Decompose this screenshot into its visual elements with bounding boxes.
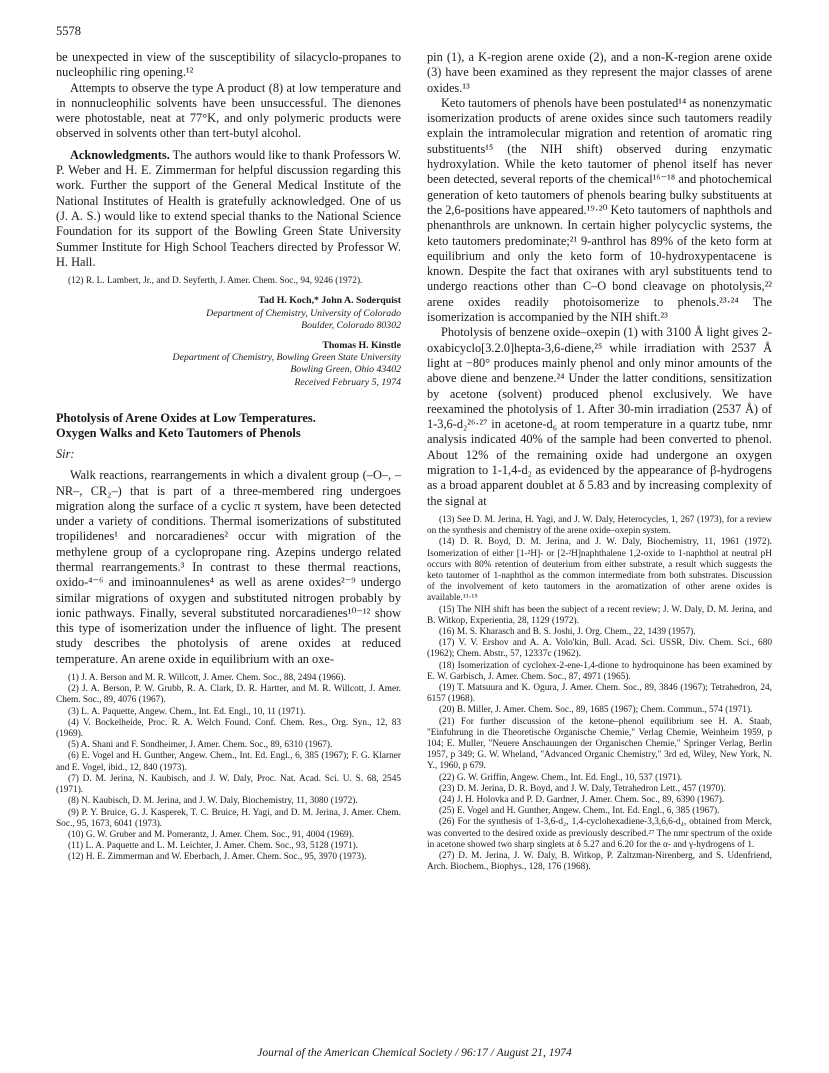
reference: (22) G. W. Griffin, Angew. Chem., Int. Ed. Engl., 10, 537 (1971).	[439, 772, 683, 783]
journal-footer: Journal of the American Chemical Society / 96:17 / August 21, 1974	[257, 1047, 572, 1059]
page-number: 5578	[56, 24, 81, 38]
intro-paragraph-2: Attempts to observe the type A product (8) at low temperature and in nonnucleophilic solvents have been unsuccessful. The dienones were photostable, neat at 77°K, and only polymeric products were observed in solvents other than tert-butyl alcohol.	[56, 80, 401, 141]
right-paragraph-1: pin (1), a K-region arene oxide (2), and a non-K-region arene oxide (3) have been examined as they represent the major classes of arene oxides.¹³	[427, 50, 772, 95]
left-column	[56, 50, 401, 864]
reference: (21) For further discussion of the ketone–phenol equilibrium see H. A. Staab, "Einfuhrung in die Theoretische Organische Chemie," Verlag Chemie, Weinheim 1959, p 104; E. Muller, "Neuere Anschauungen der Organischen Chemie," Springer Verlag, Berlin 1957, p 349; G. W. Wheland, "Advanced Organic Chemistry," 3rd ed, Wiley, New York, N. Y., 1960, p 679.	[427, 716, 772, 772]
reference: (27) D. M. Jerina, J. W. Daly, B. Witkop, P. Zaltzman-Nirenberg, and S. Udenfriend, Arch. Biochem., Biophys., 128, 176 (1968).	[427, 851, 772, 873]
salutation: Sir:	[56, 447, 75, 462]
author-department: Department of Chemistry, Bowling Green State University	[172, 351, 401, 363]
reference: (6) E. Vogel and H. Gunther, Angew. Chem., Int. Ed. Engl., 6, 385 (1967); F. G. Klarner and E. Vogel, ibid., 12, 840 (1973).	[56, 751, 401, 773]
reference: (16) M. S. Kharasch and B. S. Joshi, J. Org. Chem., 22, 1439 (1957).	[439, 626, 696, 637]
article-title	[56, 411, 401, 441]
author-names: Thomas H. Kinstle	[322, 339, 401, 351]
reference: (7) D. M. Jerina, N. Kaubisch, and J. W. Daly, Proc. Nat. Acad. Sci. U. S. 68, 2545 (1971).	[56, 773, 401, 796]
author-location: Boulder, Colorado 80302	[301, 320, 401, 332]
author-location: Bowling Green, Ohio 43402	[290, 364, 401, 376]
reference: (25) E. Vogel and H. Gunther, Angew. Chem., Int. Ed. Engl., 6, 385 (1967).	[439, 806, 720, 817]
received-date: Received February 5, 1974	[294, 376, 401, 388]
right-column	[427, 50, 772, 873]
reference: (17) V. V. Ershov and A. A. Volo'kin, Bull. Acad. Sci. USSR, Div. Chem. Sci., 680 (1962); Chem. Abstr., 57, 12337c (1962).	[427, 638, 772, 660]
reference: (3) L. A. Paquette, Angew. Chem., Int. Ed. Engl., 10, 11 (1971).	[68, 706, 306, 717]
reference: (8) N. Kaubisch, D. M. Jerina, and J. W. Daly, Biochemistry, 11, 3080 (1972).	[68, 796, 358, 807]
reference: (4) V. Bockelheide, Proc. R. A. Welch Found. Conf. Chem. Res., Org. Syn., 12, 83 (1969).	[56, 717, 401, 740]
ack-text: The authors would like to thank Professors W. P. Weber and H. E. Zimmerman for helpful discussion regarding this work. Further the support of the General Medical Institute of the National Institutes of Health is gratefully acknowledged. One of us (J. A. S.) would like to extend special thanks to the National Science Foundation for its support of the Bowling Green State University Summer Institute for High School Teachers directed by Professor W. H. Hall.	[56, 147, 401, 269]
reference: (10) G. W. Gruber and M. Pomerantz, J. Amer. Chem. Soc., 91, 4004 (1969).	[68, 829, 355, 840]
reference: (15) The NIH shift has been the subject of a recent review; J. W. Daly, D. M. Jerina, and B. Witkop, Experientia, 28, 1129 (1972).	[427, 604, 772, 626]
main-paragraph: Walk reactions, rearrangements in which a divalent group (–O–, –NR–, CR₂–) that is part of a three-membered ring undergoes migration along the surface of a cyclic π system, have been detected under a variety of conditions. Thermal isomerizations of substituted tropilidenes¹ and norcaradienes² occur with migration of the methylene group of a cyclopropane ring. Azepins undergo related thermal rearrangements.³ In contrast to these thermal reactions, oxido-⁴⁻⁶ and iminoannulenes⁴ as well as arene oxides²⁻⁹ undergo similar migrations of oxygen and substituted nitrogen probably by ionic pathways. Finally, several substituted norcaradienes¹⁰⁻¹² show this type of isomerization under the influence of light. The present study describes the photolysis of arene oxides at reduced temperature. An arene oxide in equilibrium with an oxe-	[56, 468, 401, 666]
reference: (26) For the synthesis of 1-3,6-d₂, 1,4-cyclohexadiene-3,3,6,6-d₄, obtained from Merck, was converted to the desired oxide as previously described.²⁷ The nmr spectrum of the oxide in acetone showed two sharp singlets at δ 5.27 and 6.20 for the α- and γ-hydrogens of 1.	[427, 817, 772, 850]
right-paragraph-3: Photolysis of benzene oxide–oxepin (1) with 3100 Å light gives 2-oxabicyclo[3.2.0]hepta-3,6-diene,²⁵ while irradiation with 2537 Å light at −80° produces mainly phenol and only minor amounts of the above diene and benzene.²⁴ Under the latter conditions, sensitization by acetone (solvent) produced phenol exclusively. We have reexamined the photolysis of 1. After 30-min irradiation (2537 Å) of 1-3,6-d₂²⁶·²⁷ in acetone-d₆ at room temperature in a quartz tube, nmr analysis indicated 40% of the sample had been converted to phenol. About 12% of the remaining oxide had undergone an oxygen migration to 1-1,4-d₂ as evidenced by the appearance of β-hydrogens as a broad apparent doublet at δ 5.83 and by increasing complexity of the signal at	[427, 325, 772, 508]
reference: (2) J. A. Berson, P. W. Grubb, R. A. Clark, D. R. Hartter, and M. R. Willcott, J. Amer. Chem. Soc., 89, 4076 (1967).	[56, 684, 401, 706]
reference: (5) A. Shani and F. Sondheimer, J. Amer. Chem. Soc., 89, 6310 (1967).	[68, 740, 333, 751]
reference: (24) J. H. Holovka and P. D. Gardner, J. Amer. Chem. Soc., 89, 6390 (1967).	[439, 794, 725, 805]
reference: (12) H. E. Zimmerman and W. Eberbach, J. Amer. Chem. Soc., 95, 3970 (1973).	[68, 852, 367, 863]
ack-heading: Acknowledgments.	[70, 147, 170, 162]
reference: (20) B. Miller, J. Amer. Chem. Soc., 89, 1685 (1967); Chem. Commun., 574 (1971).	[439, 705, 753, 716]
acknowledgments	[56, 148, 401, 270]
reference: (14) D. R. Boyd, D. M. Jerina, and J. W. Daly, Biochemistry, 11, 1961 (1972). Isomerization of either [1-²H]- or [2-²H]naphthalene 1,2-oxide to 1-naphthol at neutral pH occurs with 80% retention of deuterium from either substrate, a result which suggests the keto tautomer of 1-naphthol as the common intermediate from both substrates. Discussion of the involvement of keto tautomers in the aromatization of other arene oxides is available.¹³·¹⁵	[427, 537, 772, 604]
article-title-line: Oxygen Walks and Keto Tautomers of Phenols	[56, 426, 301, 441]
article-title-line: Photolysis of Arene Oxides at Low Temperatures.	[56, 411, 316, 426]
intro-paragraph-1: be unexpected in view of the susceptibility of silacyclo-propanes to nucleophilic ring opening.¹²	[56, 50, 401, 80]
reference: (13) See D. M. Jerina, H. Yagi, and J. W. Daly, Heterocycles, 1, 267 (1973), for a review on the synthesis and chemistry of the arene oxide–oxepin system.	[427, 514, 772, 537]
reference: (9) P. Y. Bruice, G. J. Kasperek, T. C. Bruice, H. Yagi, and D. M. Jerina, J. Amer. Chem. Soc., 95, 1673, 6041 (1973).	[56, 807, 401, 829]
reference: (12) R. L. Lambert, Jr., and D. Seyferth, J. Amer. Chem. Soc., 94, 9246 (1972).	[68, 276, 363, 287]
reference: (23) D. M. Jerina, D. R. Boyd, and J. W. Daly, Tetrahedron Lett., 457 (1970).	[439, 783, 726, 794]
reference: (19) T. Matsuura and K. Ogura, J. Amer. Chem. Soc., 89, 3846 (1967); Tetrahedron, 24, 6157 (1968).	[427, 682, 772, 705]
reference: (1) J. A. Berson and M. R. Willcott, J. Amer. Chem. Soc., 88, 2494 (1966).	[68, 673, 346, 684]
author-names: Tad H. Koch,* John A. Soderquist	[258, 295, 401, 307]
right-paragraph-2: Keto tautomers of phenols have been postulated¹⁴ as nonenzymatic isomerization products of arene oxides since such tautomers readily explain the intramolecular migration and retention of aromatic ring substituents¹⁵ (the NIH shift) observed during enzymatic hydroxylation. While the keto tautomer of phenol itself has never been detected, several reports of the chemical¹⁶⁻¹⁸ and photochemical generation of keto tautomers of phenols bearing bulky substituents at the 2,6-positions have appeared.¹⁹·²⁰ Keto tautomers of naphthols and phenanthrols are unknown. In certain higher polycyclic systems, the keto tautomers predominate;²¹ 9-anthrol has 89% of the keto form at equilibrium and only the keto form of 10-hydroxypentacene is known. Despite the fact that oxiranes with aryl substituents tend to undergo reactions other than C–O bond cleavage on photolysis,²² arene oxides readily photoisomerize to phenols.²³·²⁴ The isomerization is accompanied by the NIH shift.²³	[427, 95, 772, 325]
references-left	[56, 673, 401, 863]
ref-12-block	[56, 276, 401, 287]
author-block-1	[56, 295, 401, 389]
references-right	[427, 515, 772, 874]
author-department: Department of Chemistry, University of Colorado	[206, 307, 401, 319]
reference: (18) Isomerization of cyclohex-2-ene-1,4-dione to hydroquinone has been examined by E. W. Garbisch, J. Amer. Chem. Soc., 87, 4971 (1965).	[427, 660, 772, 682]
reference: (11) L. A. Paquette and L. M. Leichter, J. Amer. Chem. Soc., 93, 5128 (1971).	[68, 841, 359, 852]
